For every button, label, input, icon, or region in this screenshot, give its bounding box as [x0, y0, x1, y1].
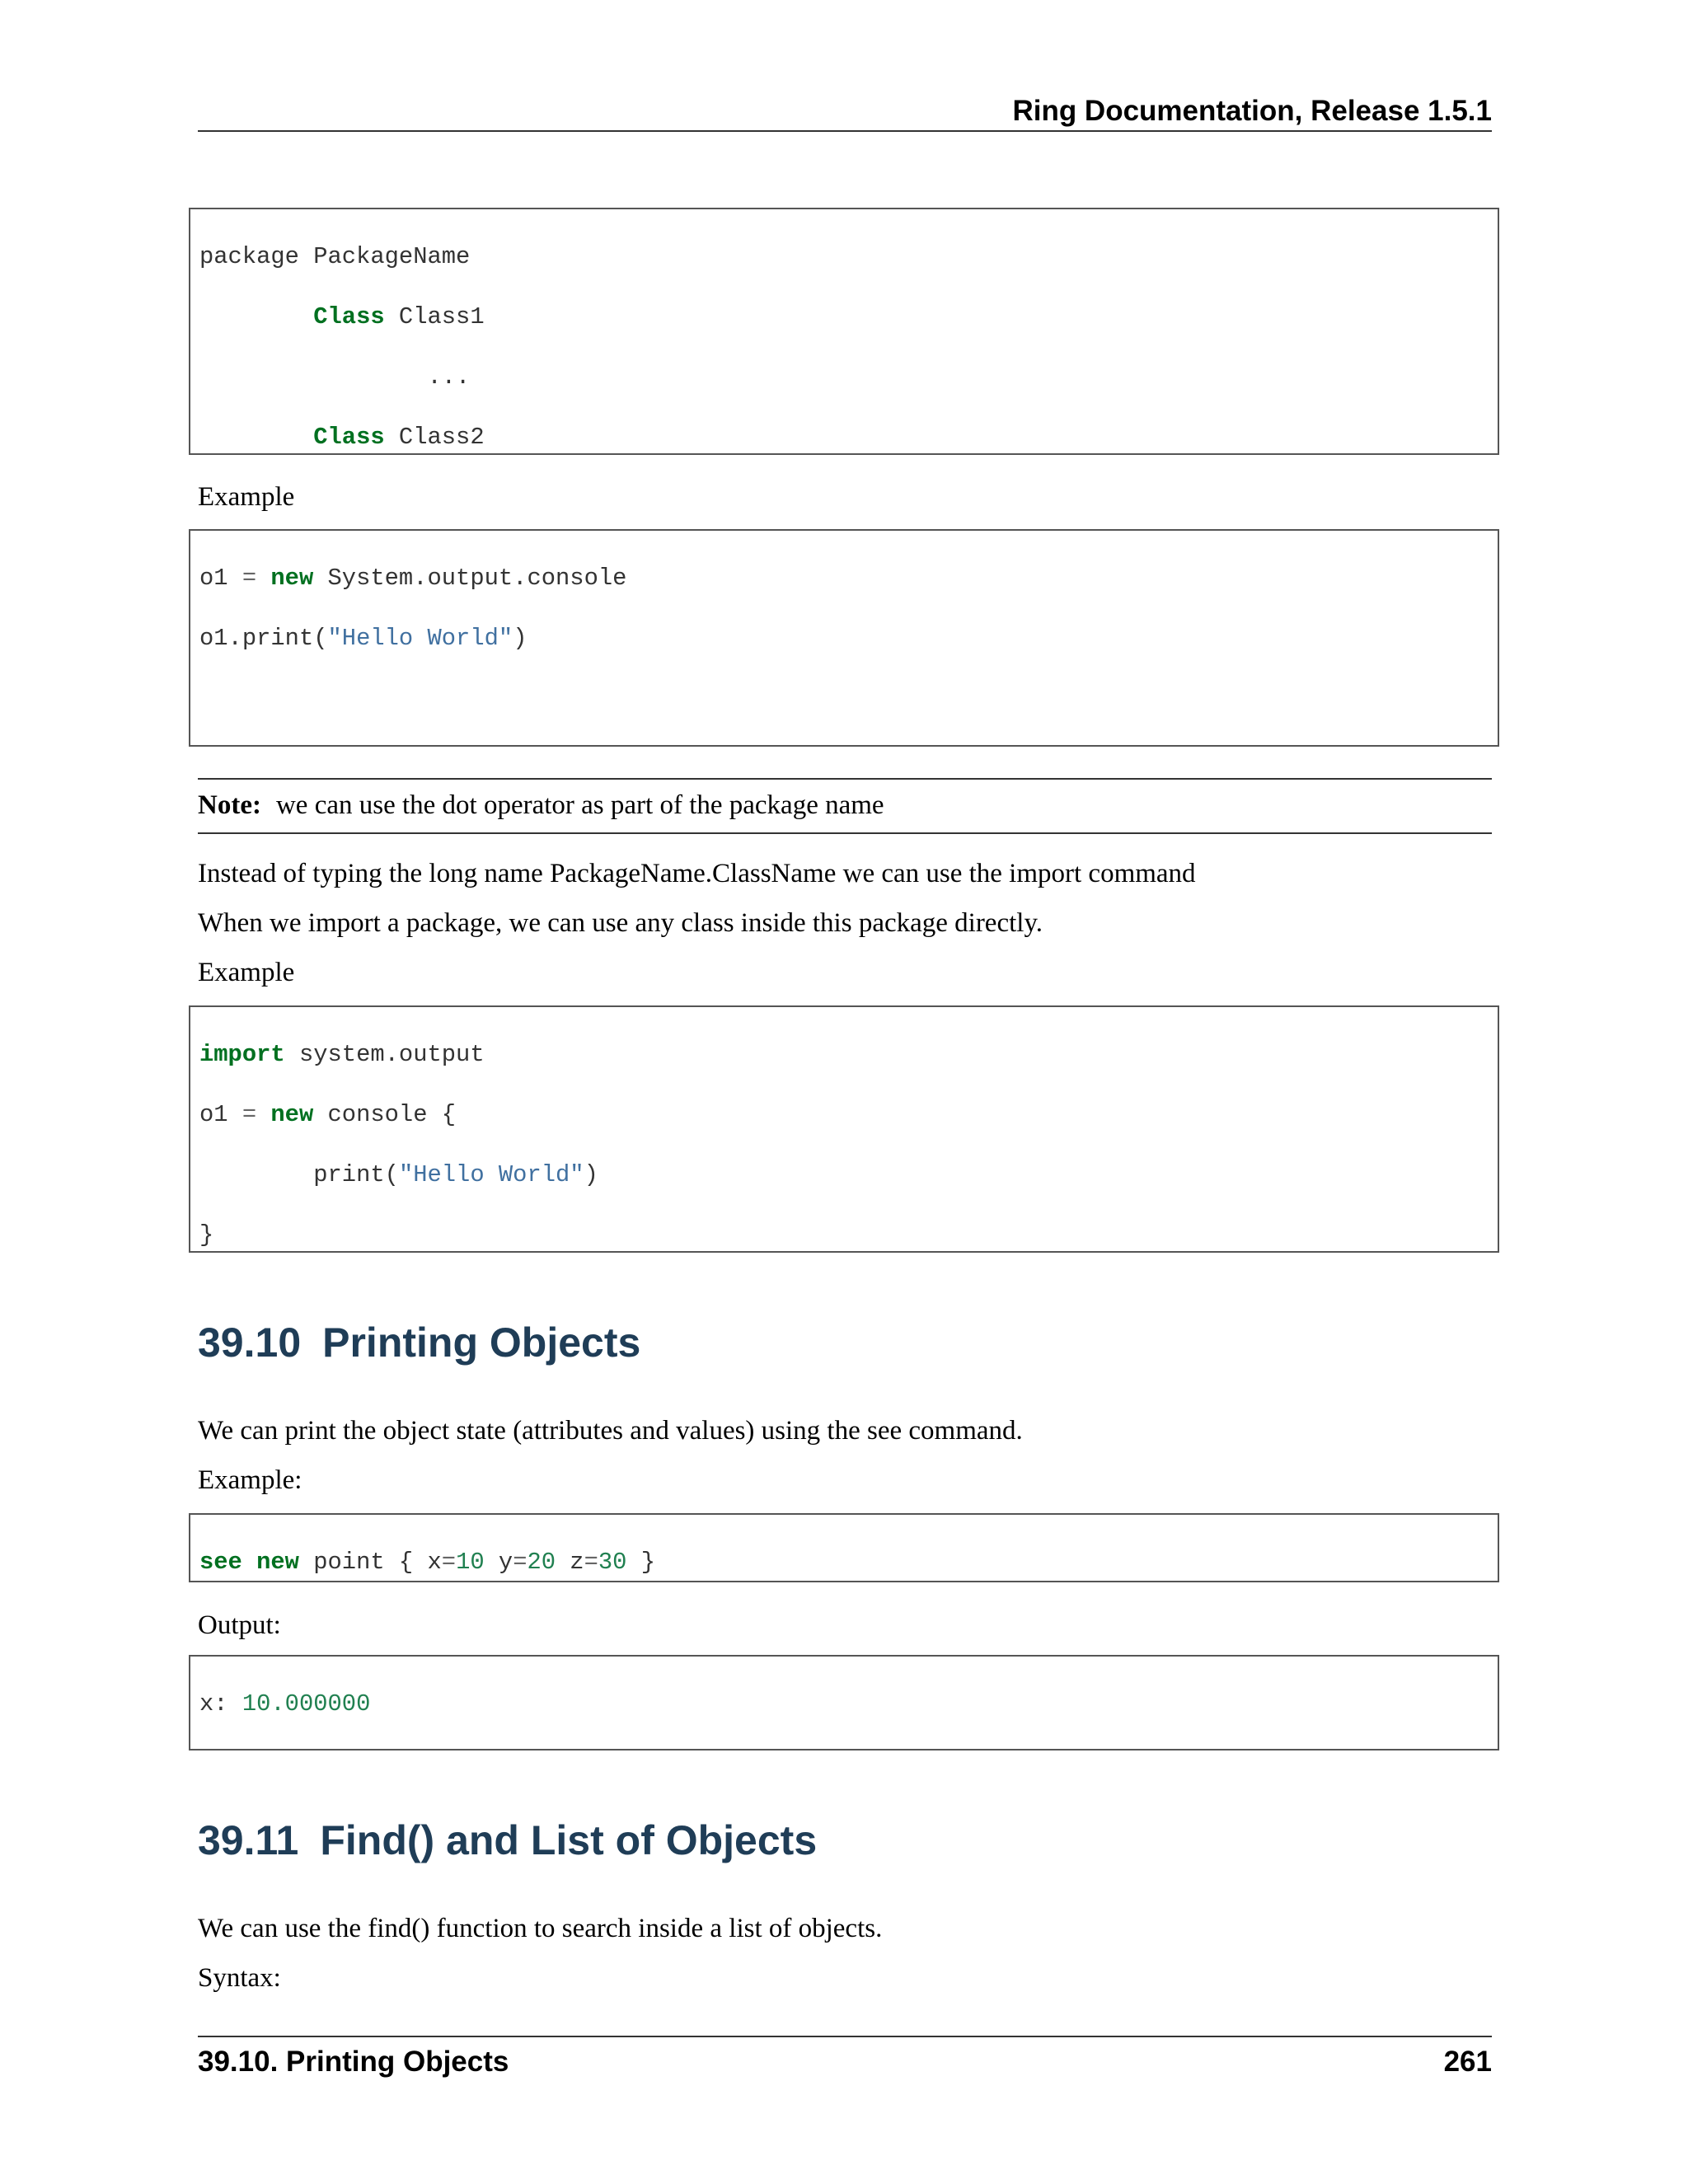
section-heading-printing-objects: 39.10 Printing Objects	[198, 1319, 641, 1366]
code-block-output: x: 10.000000	[189, 1655, 1499, 1750]
page-number: 261	[1443, 2046, 1492, 2078]
paragraph: We can use the find() function to search inside a list of objects.	[198, 1914, 883, 1943]
output-label: Output:	[198, 1610, 281, 1640]
example-label: Example:	[198, 1465, 302, 1495]
paragraph: Instead of typing the long name PackageName.ClassName we can use the import command	[198, 859, 1196, 888]
syntax-label: Syntax:	[198, 1963, 281, 1993]
code-block-example-1: o1 = new System.output.console o1.print("Hello World")	[189, 529, 1499, 747]
note-box	[198, 778, 1492, 834]
example-label: Example	[198, 958, 295, 987]
note-label: Note:	[198, 790, 261, 820]
example-label: Example	[198, 482, 295, 512]
running-header: Ring Documentation, Release 1.5.1	[198, 92, 1492, 132]
note-text: we can use the dot operator as part of the package name	[275, 790, 884, 820]
paragraph: When we import a package, we can use any class inside this package directly.	[198, 908, 1043, 938]
footer-section: 39.10. Printing Objects	[198, 2046, 509, 2078]
section-heading-find-list-objects: 39.11 Find() and List of Objects	[198, 1817, 818, 1863]
paragraph: We can print the object state (attributes and values) using the see command.	[198, 1416, 1023, 1446]
running-footer	[198, 2036, 1492, 2087]
code-block-see-point: see new point { x=10 y=20 z=30 }	[189, 1513, 1499, 1582]
code-block-package-syntax: package PackageName Class Class1 ... Class Class2	[189, 208, 1499, 455]
code-block-example-2: import system.output o1 = new console { print("Hello World") }	[189, 1005, 1499, 1253]
